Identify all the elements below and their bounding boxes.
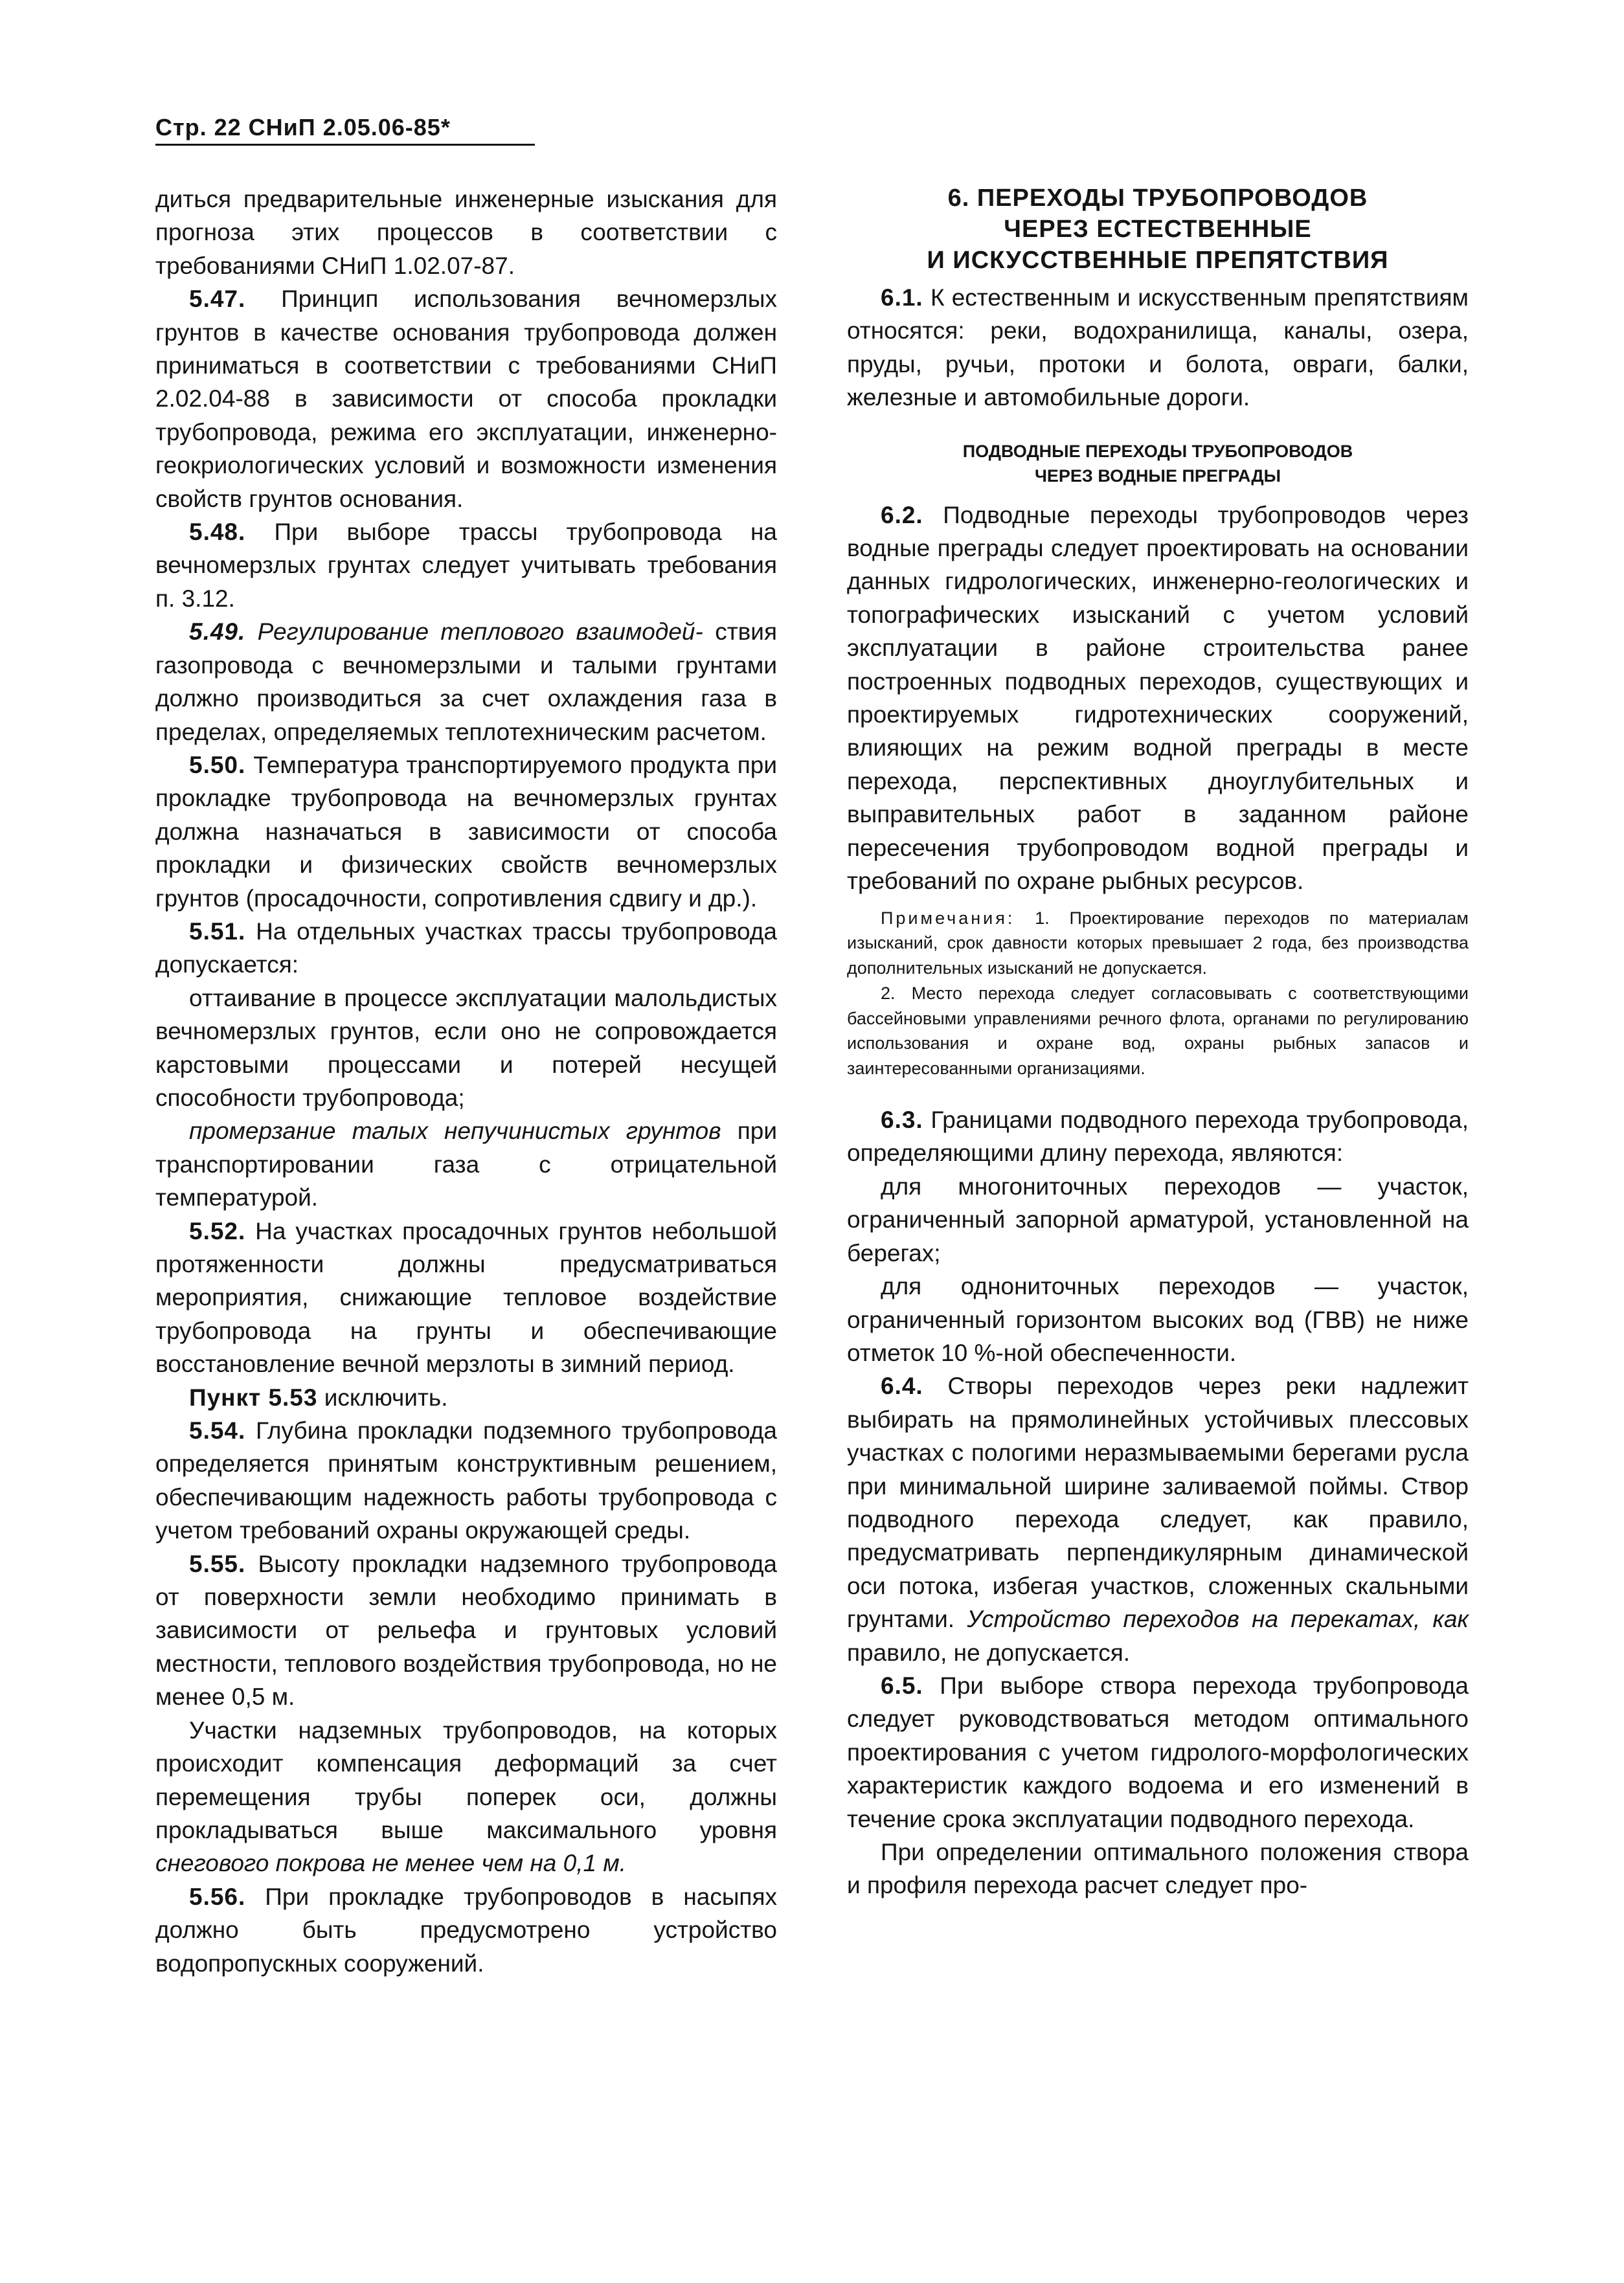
clause-number: 5.55. bbox=[189, 1550, 246, 1577]
clause-number: 6.1. bbox=[881, 284, 923, 311]
section-title-line: 6. ПЕРЕХОДЫ ТРУБОПРОВОДОВ bbox=[947, 185, 1368, 212]
clause-text-italic: снегового покрова не менее чем на 0,1 м. bbox=[155, 1850, 627, 1877]
page-header: Стр. 22 СНиП 2.05.06-85* bbox=[155, 114, 535, 146]
clause-number: 5.49. bbox=[189, 618, 246, 646]
clause-number: 6.3. bbox=[881, 1107, 923, 1134]
paragraph-5-54 bbox=[155, 1414, 777, 1547]
paragraph-6-5 bbox=[847, 1669, 1469, 1836]
paragraph-5-49 bbox=[155, 615, 777, 748]
subsection-title bbox=[847, 439, 1469, 488]
clause-text: На отдельных участках трассы трубопровода допускается: bbox=[155, 917, 777, 978]
clause-label: Пункт 5.53 bbox=[189, 1384, 318, 1411]
clause-text: исключить. bbox=[317, 1384, 448, 1411]
paragraph-6-3 bbox=[847, 1103, 1469, 1170]
paragraph-5-52 bbox=[155, 1215, 777, 1381]
list-item: для однониточных переходов — участок, ограниченный горизонтом высоких вод (ГВВ) не ниже отметок 10 %-ной обеспеченности. bbox=[847, 1273, 1469, 1366]
clause-number: 6.2. bbox=[881, 501, 923, 528]
paragraph-6-4 bbox=[847, 1369, 1469, 1669]
clause-number: 5.48. bbox=[189, 519, 246, 546]
clause-text: На участках просадочных грунтов небольшой протяженности должны предусматриваться мероприятия, снижающие тепловое воздействие трубопровода на грунты и обеспечивающие восстановление вечной мерзлоты в зимний период. bbox=[155, 1217, 777, 1378]
clause-number: 5.47. bbox=[189, 286, 246, 313]
paragraph-5-48 bbox=[155, 515, 777, 615]
paragraph-6-5-cont: При определении оптимального положения створа и профиля перехода расчет следует про- bbox=[847, 1839, 1469, 1899]
paragraph-5-55-cont bbox=[155, 1714, 777, 1880]
paragraph-5-56 bbox=[155, 1880, 777, 1980]
paragraph-5-50 bbox=[155, 748, 777, 915]
subsection-title-line: ЧЕРЕЗ ВОДНЫЕ ПРЕГРАДЫ bbox=[1034, 466, 1281, 486]
clause-text: Глубина прокладки подземного трубопровода определяется принятым конструктивным решением, обеспечивающим надежность работы трубопровода с учетом требований охраны окружающей среды. bbox=[155, 1417, 777, 1544]
clause-text: Створы переходов через реки надлежит выбирать на прямолинейных устойчивых плессовых участках с пологими неразмываемыми берегами русла при минимальной ширине заливаемой поймы. Створ подводного перехода следует, как правило, предусматривать перпендикулярным динамической оси потока, избегая участков, сложенных скальными грунтами. bbox=[847, 1373, 1469, 1633]
clause-text-italic: Устройство переходов на перекатах, как bbox=[967, 1606, 1469, 1633]
list-item: оттаивание в процессе эксплуатации малольдистых вечномерзлых грунтов, если оно не сопровождается карстовыми процессами и потерей несущей способности трубопровода; bbox=[155, 984, 777, 1111]
clause-number: 5.51. bbox=[189, 917, 246, 945]
left-column bbox=[155, 183, 777, 1980]
subsection-title-line: ПОДВОДНЫЕ ПЕРЕХОДЫ ТРУБОПРОВОДОВ bbox=[962, 441, 1353, 461]
clause-number: 6.4. bbox=[881, 1373, 923, 1400]
clause-text: При выборе трассы трубопровода на вечномерзлых грунтах следует учитывать требования п. 3.12. bbox=[155, 519, 777, 612]
section-title bbox=[847, 183, 1469, 276]
paragraph-5-53 bbox=[155, 1381, 777, 1414]
clause-number: 5.52. bbox=[189, 1217, 246, 1244]
notes-block bbox=[847, 906, 1469, 1082]
clause-number: 5.56. bbox=[189, 1883, 246, 1910]
note-label: Примечания: bbox=[881, 908, 1015, 928]
clause-number: 5.54. bbox=[189, 1417, 246, 1445]
note-1 bbox=[847, 906, 1469, 981]
section-title-line: ЧЕРЕЗ ЕСТЕСТВЕННЫЕ bbox=[1004, 216, 1312, 243]
list-item-italic: промерзание талых непучинистых грунтов bbox=[189, 1118, 721, 1145]
right-column bbox=[847, 183, 1469, 1902]
note-text: 1. Проектирование переходов по материалам изысканий, срок давности которых превышает 2 года, без производства дополнительных изысканий не допускается. bbox=[847, 908, 1469, 978]
clause-text: Температура транспортируемого продукта при прокладке трубопровода на вечномерзлых грунтах должна назначаться в зависимости от способа прокладки и физических свойств вечномерзлых грунтов (просадочности, сопротивления сдвигу и др.). bbox=[155, 751, 777, 912]
list-item-text: при транспортировании газа с отрицательной температурой. bbox=[155, 1118, 778, 1211]
clause-text: Участки надземных трубопроводов, на которых происходит компенсация деформаций за счет перемещения трубы поперек оси, должны прокладываться выше максимального уровня bbox=[155, 1716, 777, 1843]
clause-text: Принцип использования вечномерзлых грунтов в качестве основания трубопровода должен приниматься в соответствии с требованиями СНиП 2.02.04-88 в зависимости от способа прокладки трубопровода, режима его эксплуатации, инженерно-геокриологических условий и возможности изменения свойств грунтов основания. bbox=[155, 286, 777, 512]
paragraph-5-47 bbox=[155, 282, 777, 515]
clause-text: При прокладке трубопроводов в насыпях должно быть предусмотрено устройство водопропускных сооружений. bbox=[155, 1883, 777, 1977]
clause-text: При выборе створа перехода трубопровода следует руководствоваться методом оптимального проектирования с учетом гидролого-морфологических характеристик каждого водоема и его изменений в течение срока эксплуатации подводного перехода. bbox=[847, 1672, 1469, 1832]
paragraph-6-2 bbox=[847, 499, 1469, 898]
clause-text: Высоту прокладки надземного трубопровода от поверхности земли необходимо принимать в зависимости от рельефа и грунтовых условий местности, теплового воздействия трубопровода, но не менее 0,5 м. bbox=[155, 1550, 777, 1711]
clause-text: ствия газопровода с вечномерзлыми и талыми грунтами должно производиться за счет охлаждения газа в пределах, определяемых теплотехническим расчетом. bbox=[155, 618, 777, 745]
clause-text: правило, не допускается. bbox=[847, 1639, 1131, 1666]
clause-text: Подводные переходы трубопроводов через водные преграды следует проектировать на основании данных гидрологических, инженерно-геологических и топографических изысканий с учетом условий эксплуатации в районе строительства ранее построенных подводных переходов, существующих и проектируемых гидротехнических сооружений, влияющих на режим водной преграды в месте перехода, перспективных дноуглубительных и выправительных работ в заданном районе пересечения трубопроводом водной преграды и требований по охране рыбных ресурсов. bbox=[847, 501, 1469, 895]
clause-number: 5.50. bbox=[189, 751, 246, 778]
list-item: для многониточных переходов — участок, ограниченный запорной арматурой, установленной на берегах; bbox=[847, 1173, 1469, 1266]
paragraph-6-1 bbox=[847, 281, 1469, 414]
clause-text: Границами подводного перехода трубопровода, определяющими длину перехода, являются: bbox=[847, 1107, 1469, 1167]
clause-text: К естественным и искусственным препятствиям относятся: реки, водохранилища, каналы, озера, пруды, ручьи, протоки и болота, овраги, балки, железные и автомобильные дороги. bbox=[847, 284, 1469, 411]
list-item bbox=[155, 1114, 777, 1214]
paragraph-5-51 bbox=[155, 915, 777, 982]
paragraph-5-55 bbox=[155, 1547, 777, 1714]
paragraph-intro: диться предварительные инженерные изыскания для прогноза этих процессов в соответствии с требованиями СНиП 1.02.07-87. bbox=[155, 186, 777, 279]
clause-text-italic: Регулирование теплового взаимодей- bbox=[245, 618, 703, 646]
section-title-line: И ИСКУССТВЕННЫЕ ПРЕПЯТСТВИЯ bbox=[927, 247, 1389, 274]
note-2: 2. Место перехода следует согласовывать с соответствующими бассейновыми управлениями речного флота, органами по регулированию использования и охране вод, охраны рыбных запасов и заинтересованными организациями. bbox=[847, 983, 1469, 1079]
clause-number: 6.5. bbox=[881, 1672, 923, 1699]
